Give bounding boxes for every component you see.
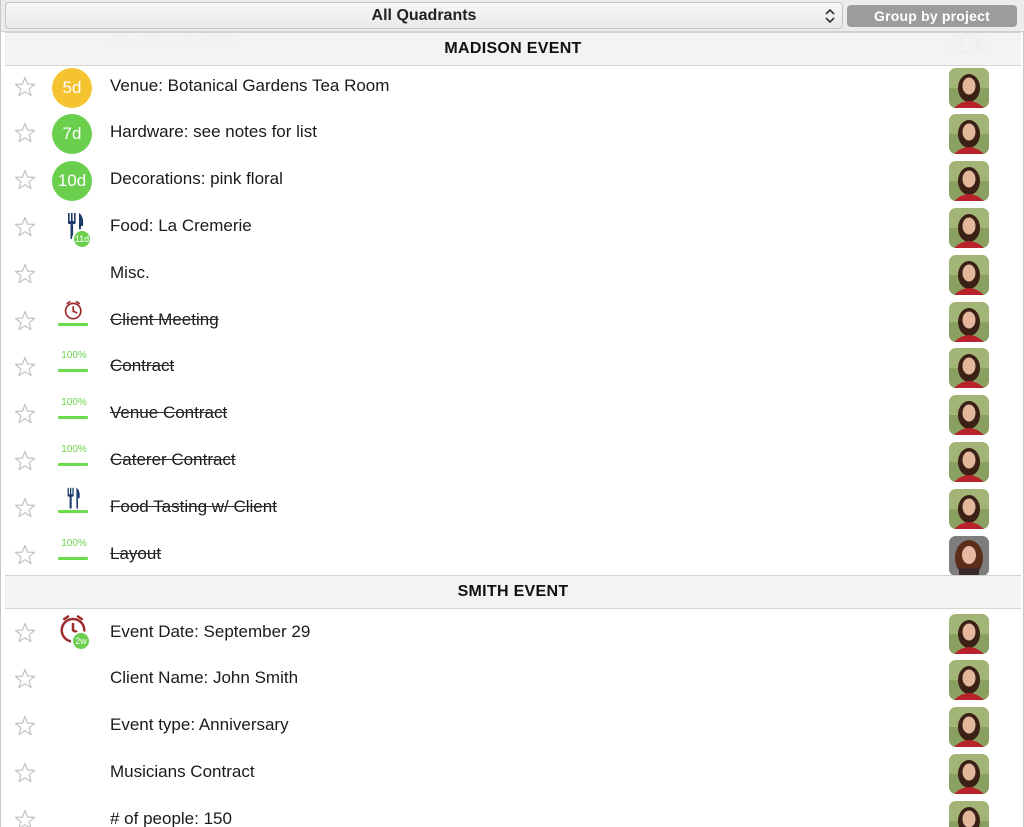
avatar	[949, 536, 989, 576]
task-row[interactable]	[5, 298, 1021, 345]
due-mini-badge: 11d	[72, 229, 92, 249]
star-icon[interactable]	[13, 449, 37, 473]
task-list[interactable]	[5, 32, 1021, 827]
progress-bar	[58, 557, 88, 560]
task-label: Food Tasting w/ Client	[110, 496, 277, 516]
due-badge	[52, 114, 92, 154]
toolbar	[1, 0, 1024, 32]
star-icon[interactable]	[13, 168, 37, 192]
star-icon[interactable]	[13, 309, 37, 333]
avatar	[949, 489, 989, 529]
star-icon[interactable]	[13, 121, 37, 145]
task-row[interactable]	[5, 797, 1021, 827]
progress-percent: 100%	[61, 397, 87, 409]
task-label: Event type: Anniversary	[110, 715, 289, 735]
due-badge-text: 7d	[52, 114, 92, 154]
star-icon[interactable]	[13, 761, 37, 785]
quadrant-select[interactable]	[5, 2, 843, 29]
task-row[interactable]	[5, 157, 1021, 204]
task-row[interactable]	[5, 391, 1021, 438]
progress-bar	[58, 416, 88, 419]
star-icon[interactable]	[13, 496, 37, 520]
task-row[interactable]	[5, 110, 1021, 157]
task-row[interactable]	[5, 610, 1021, 657]
progress-indicator	[52, 536, 92, 576]
section-title: SMITH EVENT	[457, 583, 569, 600]
status-empty	[52, 660, 92, 700]
task-row[interactable]	[5, 532, 1021, 579]
due-mini-badge: 2w	[71, 631, 91, 651]
task-label: Decorations: pink floral	[110, 169, 283, 189]
section-title: MADISON EVENT	[444, 40, 582, 57]
progress-bar	[58, 323, 88, 326]
star-icon[interactable]	[13, 262, 37, 286]
star-icon[interactable]	[13, 355, 37, 379]
task-row[interactable]	[5, 750, 1021, 797]
due-badge	[52, 68, 92, 108]
avatar	[949, 660, 989, 700]
task-label: Venue: Botanical Gardens Tea Room	[110, 75, 390, 95]
progress-bar	[58, 510, 88, 513]
due-badge-text: 5d	[52, 68, 92, 108]
task-label: Venue Contract	[110, 403, 228, 423]
quadrant-select-value: All Quadrants	[371, 6, 477, 24]
avatar	[949, 114, 989, 154]
star-icon[interactable]	[13, 215, 37, 239]
progress-indicator	[52, 348, 92, 388]
avatar	[949, 302, 989, 342]
task-label: Misc.	[110, 262, 150, 282]
task-label: Food: La Cremerie	[110, 215, 252, 235]
due-badge-text: 10d	[52, 161, 92, 201]
task-label: Client Meeting	[110, 309, 219, 329]
progress-percent: 100%	[61, 443, 87, 455]
star-icon[interactable]	[13, 402, 37, 426]
star-icon[interactable]	[13, 667, 37, 691]
task-label: Contract	[110, 356, 175, 376]
status-empty	[52, 801, 92, 827]
task-label: Musicians Contract	[110, 761, 255, 781]
star-icon[interactable]	[13, 621, 37, 645]
star-icon[interactable]	[13, 543, 37, 567]
status-empty	[52, 707, 92, 747]
avatar	[949, 68, 989, 108]
group-by-project-button[interactable]: Group by project	[847, 5, 1017, 27]
progress-bar	[58, 369, 88, 372]
task-row[interactable]	[5, 251, 1021, 298]
avatar	[949, 801, 989, 827]
star-icon[interactable]	[13, 75, 37, 99]
fork-knife-icon	[52, 489, 92, 529]
task-row[interactable]	[5, 204, 1021, 251]
task-row[interactable]	[5, 344, 1021, 391]
due-badge	[52, 161, 92, 201]
task-label: Hardware: see notes for list	[110, 122, 317, 142]
avatar	[949, 395, 989, 435]
star-icon[interactable]	[13, 714, 37, 738]
task-label: Event Date: September 29	[110, 621, 311, 641]
avatar	[949, 161, 989, 201]
task-row[interactable]	[5, 485, 1021, 532]
avatar	[949, 707, 989, 747]
task-label: Client Name: John Smith	[110, 668, 299, 688]
status-empty	[52, 255, 92, 295]
task-row[interactable]	[5, 438, 1021, 485]
updown-chevron-icon	[824, 7, 836, 25]
task-label: # of people: 150	[110, 808, 232, 827]
task-label: Caterer Contract	[110, 449, 236, 469]
avatar	[949, 208, 989, 248]
avatar	[949, 754, 989, 794]
task-label: Layout	[110, 543, 162, 563]
progress-indicator	[52, 442, 92, 482]
status-empty	[52, 754, 92, 794]
progress-bar	[58, 463, 88, 466]
clock-icon	[52, 614, 92, 654]
avatar	[949, 442, 989, 482]
progress-percent: 100%	[61, 350, 87, 362]
avatar	[949, 614, 989, 654]
progress-indicator	[52, 395, 92, 435]
task-row[interactable]	[5, 64, 1021, 111]
avatar	[949, 255, 989, 295]
avatar	[949, 348, 989, 388]
progress-percent: 100%	[61, 537, 87, 549]
section-header	[5, 32, 1021, 66]
section-header	[5, 575, 1021, 609]
fork-knife-icon	[52, 208, 92, 248]
task-row[interactable]	[5, 656, 1021, 703]
task-row[interactable]	[5, 703, 1021, 750]
clock-icon	[52, 302, 92, 342]
star-icon[interactable]	[13, 808, 37, 827]
